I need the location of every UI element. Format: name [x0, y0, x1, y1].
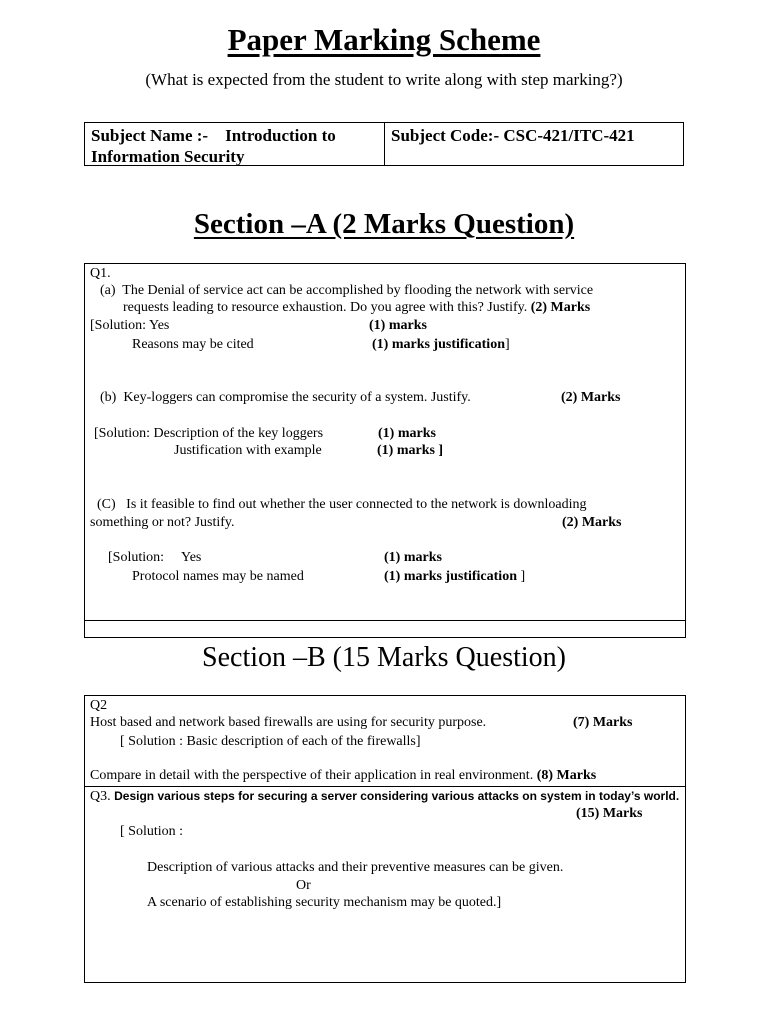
q3-solution-line2: A scenario of establishing security mechanism may be quoted.] — [147, 895, 502, 910]
section-a-heading: Section –A (2 Marks Question) — [193, 208, 575, 240]
q1c-question-line1: (C) Is it feasible to find out whether the user connected to the network is downloading — [97, 497, 587, 512]
q3-question: Design various steps for securing a server considering various attacks on system in today’s world. — [114, 789, 680, 803]
q1a-question-text: requests leading to resource exhaustion. Do you agree with this? Justify. — [123, 300, 528, 315]
q1a-question-line2 — [123, 299, 590, 316]
q1a-marks: (2) Marks — [530, 300, 591, 315]
q1c-solution-marks2-wrap — [384, 568, 525, 585]
subject-code-cell: Subject Code:- CSC-421/ITC-421 — [391, 126, 635, 145]
q2-question-line2-wrap — [90, 767, 596, 784]
q1b-solution-marks2: (1) marks ] — [377, 443, 444, 458]
q1b-solution-line1: [Solution: Description of the key loggers — [94, 426, 324, 441]
q3-solution-line1: Description of various attacks and their preventive measures can be given. — [147, 860, 564, 875]
q1a-solution-marks2-wrap — [372, 336, 510, 353]
q1b-marks: (2) Marks — [561, 390, 621, 405]
subject-table — [84, 122, 684, 166]
q2-marks2: (8) Marks — [536, 768, 597, 783]
q3-solution-open: [ Solution : — [120, 824, 184, 839]
q1b-solution-line2: Justification with example — [174, 443, 322, 458]
subject-name-line2: Information Security — [91, 147, 245, 166]
q1c-solution-line1: [Solution: Yes — [108, 550, 202, 565]
q1b-question: (b) Key-loggers can compromise the security of a system. Justify. — [100, 390, 471, 405]
q1a-solution-close: ] — [505, 337, 510, 352]
q1-label: Q1. — [90, 266, 111, 281]
q3-marks: (15) Marks — [576, 806, 643, 821]
q1c-solution-marks1: (1) marks — [384, 550, 442, 565]
q2-label: Q2 — [90, 698, 108, 713]
page-title: Paper Marking Scheme — [227, 22, 541, 57]
section-a-footer-row — [84, 620, 686, 638]
q1c-solution-close: ] — [517, 569, 526, 584]
q1c-marks: (2) Marks — [562, 515, 622, 530]
q1c-question-line2: something or not? Justify. — [90, 515, 235, 530]
section-b-heading: Section –B (15 Marks Question) — [202, 642, 566, 673]
page-subtitle: (What is expected from the student to write along with step marking?) — [145, 70, 623, 89]
q1b-solution-marks1: (1) marks — [378, 426, 436, 441]
q1a-solution-line2: Reasons may be cited — [132, 337, 254, 352]
subject-name-line1: Subject Name :- Introduction to — [91, 126, 336, 145]
q2-question-line2: Compare in detail with the perspective of their application in real environment. — [90, 768, 534, 783]
q3-label: Q3. — [90, 789, 111, 804]
q1a-question-line1: (a) The Denial of service act can be accomplished by flooding the network with service — [100, 283, 594, 298]
q3-solution-or: Or — [296, 878, 311, 893]
subject-name-cell — [85, 123, 385, 165]
q1a-solution-marks1: (1) marks — [369, 318, 427, 333]
q1c-solution-line2: Protocol names may be named — [132, 569, 304, 584]
q3-question-wrap — [90, 788, 679, 805]
q1c-solution-marks2: (1) marks justification — [384, 569, 517, 584]
q2-marks1: (7) Marks — [573, 715, 633, 730]
q1a-solution-marks2: (1) marks justification — [372, 337, 505, 352]
q2-question-line1: Host based and network based firewalls are using for security purpose. — [90, 715, 487, 730]
q1a-solution-line1: [Solution: Yes — [90, 318, 170, 333]
q2-solution: [ Solution : Basic description of each of the firewalls] — [120, 734, 421, 749]
